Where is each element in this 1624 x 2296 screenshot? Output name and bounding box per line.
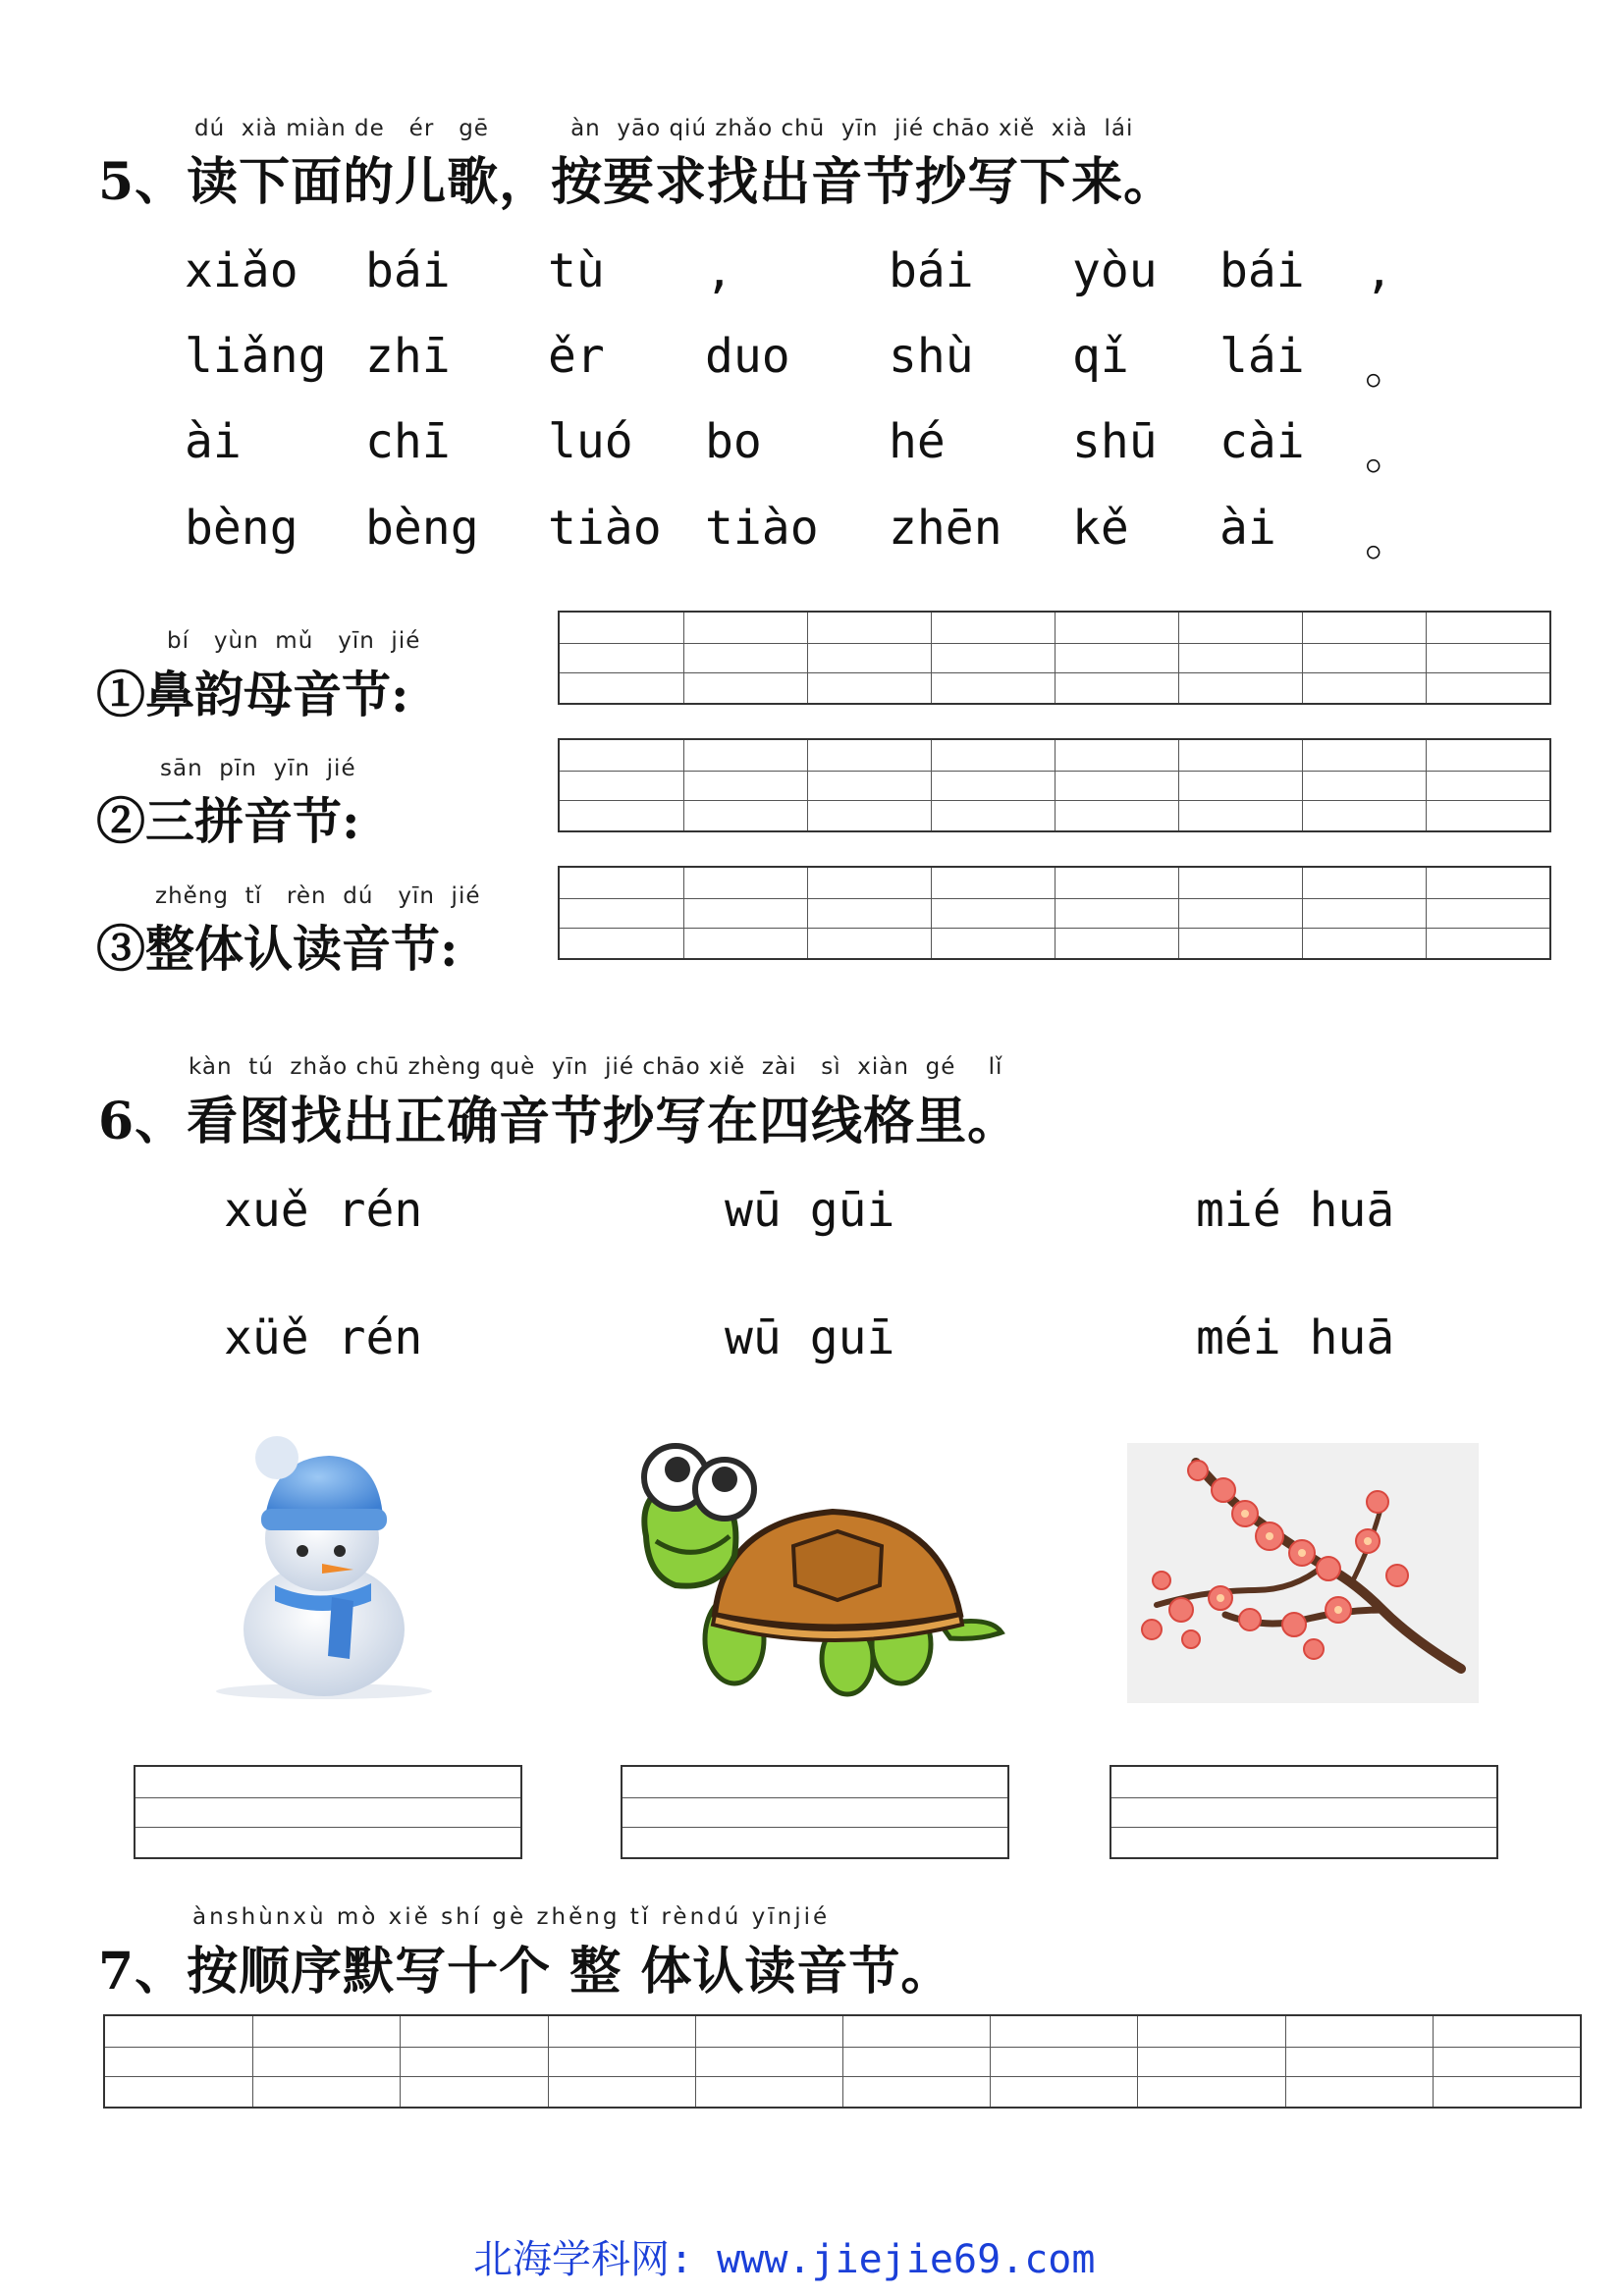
grid-line	[623, 1827, 1007, 1828]
grid-divider	[1426, 868, 1427, 958]
grid-divider	[807, 740, 808, 830]
grid-divider	[1433, 2016, 1434, 2107]
grid-divider	[842, 2016, 843, 2107]
poem-syllable: tiào	[548, 501, 662, 556]
poem-syllable: shū	[1072, 414, 1158, 469]
grid-line	[135, 1797, 520, 1798]
grid-divider	[1055, 613, 1056, 703]
poem-syllable: zhī	[365, 329, 451, 384]
snowman-image	[206, 1428, 442, 1703]
grid-divider	[807, 613, 808, 703]
choice-turtle-b[interactable]: wū guī	[725, 1310, 895, 1365]
footer-watermark: 北海学科网: www.jiejie69.com	[473, 2237, 1096, 2282]
grid-line	[135, 1827, 520, 1828]
sub2-pinyin: sān pīn yīn jié	[160, 756, 356, 781]
q5-title: 5、读下面的儿歌，按要求找出音节抄写下来。	[98, 152, 1176, 212]
q7-writing-grid[interactable]	[103, 2014, 1582, 2109]
grid-divider	[931, 613, 932, 703]
grid-divider	[1178, 868, 1179, 958]
grid-divider	[1178, 740, 1179, 830]
turtle-image	[617, 1428, 1009, 1713]
grid-divider	[1302, 740, 1303, 830]
grid-divider	[1302, 868, 1303, 958]
q5-pinyin: dú xià miàn de ér gē àn yāo qiú zhǎo chū yīn jié chāo xiě xià lái	[194, 116, 1134, 141]
grid-divider	[683, 740, 684, 830]
plum-writing-grid[interactable]	[1110, 1765, 1498, 1859]
choice-plum-a[interactable]: mié huā	[1196, 1183, 1395, 1238]
grid-divider	[683, 868, 684, 958]
poem-syllable: hé	[889, 414, 946, 469]
grid-divider	[1426, 740, 1427, 830]
poem-syllable: ,	[705, 243, 733, 298]
sub1-pinyin: bí yùn mǔ yīn jié	[167, 628, 421, 654]
grid-divider	[1426, 613, 1427, 703]
grid-divider	[931, 868, 932, 958]
poem-syllable: ,	[1365, 243, 1393, 298]
poem-syllable: yòu	[1072, 243, 1158, 298]
poem-syllable: 。	[1365, 340, 1413, 395]
poem-syllable: ài	[1219, 501, 1276, 556]
grid-divider	[1055, 740, 1056, 830]
poem-syllable: shù	[889, 329, 974, 384]
grid-line	[1111, 1797, 1496, 1798]
poem-syllable: bèng	[185, 501, 298, 556]
grid-divider	[683, 613, 684, 703]
choice-snowman-b[interactable]: xüě rén	[224, 1310, 423, 1365]
grid-divider	[1137, 2016, 1138, 2107]
sub1-label: ①鼻韵母音节:	[96, 666, 409, 723]
sub2-writing-grid[interactable]	[558, 738, 1551, 832]
q6-pinyin: kàn tú zhǎo chū zhèng què yīn jié chāo xiě zài sì xiàn gé lǐ	[189, 1054, 1003, 1080]
poem-syllable: zhēn	[889, 501, 1002, 556]
choice-snowman-a[interactable]: xuě rén	[224, 1183, 423, 1238]
poem-syllable: bái	[1219, 243, 1305, 298]
sub2-label: ②三拼音节:	[96, 792, 360, 850]
grid-divider	[695, 2016, 696, 2107]
poem-syllable: cài	[1219, 414, 1305, 469]
sub3-writing-grid[interactable]	[558, 866, 1551, 960]
poem-syllable: ài	[185, 414, 242, 469]
poem-syllable: 。	[1365, 425, 1413, 480]
grid-divider	[400, 2016, 401, 2107]
grid-divider	[252, 2016, 253, 2107]
poem-syllable: bái	[365, 243, 451, 298]
grid-divider	[1178, 613, 1179, 703]
q6-title: 6、看图找出正确音节抄写在四线格里。	[98, 1092, 1020, 1151]
grid-divider	[1302, 613, 1303, 703]
poem-syllable: duo	[705, 329, 790, 384]
poem-syllable: kě	[1072, 501, 1129, 556]
poem-syllable: ěr	[548, 329, 605, 384]
sub3-pinyin: zhěng tǐ rèn dú yīn jié	[155, 883, 481, 909]
sub3-label: ③整体认读音节:	[96, 920, 459, 978]
poem-syllable: lái	[1219, 329, 1305, 384]
plum-blossom-image	[1127, 1443, 1479, 1703]
poem-syllable: tiào	[705, 501, 819, 556]
poem-syllable: liǎng	[185, 329, 327, 384]
poem-syllable: bo	[705, 414, 762, 469]
grid-line	[1111, 1827, 1496, 1828]
poem-syllable: 。	[1365, 511, 1413, 566]
choice-plum-b[interactable]: méi huā	[1196, 1310, 1395, 1365]
poem-syllable: xiǎo	[185, 243, 298, 298]
q7-pinyin: ànshùnxù mò xiě shí gè zhěng tǐ rèndú yīnjié	[192, 1904, 831, 1930]
q7-title: 7、按顺序默写十个 整 体认读音节。	[98, 1942, 953, 2002]
grid-divider	[1055, 868, 1056, 958]
poem-syllable: bèng	[365, 501, 479, 556]
grid-divider	[807, 868, 808, 958]
poem-syllable: tù	[548, 243, 605, 298]
grid-divider	[931, 740, 932, 830]
poem-syllable: bái	[889, 243, 974, 298]
sub1-writing-grid[interactable]	[558, 611, 1551, 705]
grid-divider	[990, 2016, 991, 2107]
poem-syllable: chī	[365, 414, 451, 469]
choice-turtle-a[interactable]: wū gūi	[725, 1183, 895, 1238]
poem-syllable: qǐ	[1072, 329, 1129, 384]
snowman-writing-grid[interactable]	[134, 1765, 522, 1859]
grid-divider	[548, 2016, 549, 2107]
grid-divider	[1285, 2016, 1286, 2107]
grid-line	[623, 1797, 1007, 1798]
poem-syllable: luó	[548, 414, 633, 469]
turtle-writing-grid[interactable]	[621, 1765, 1009, 1859]
